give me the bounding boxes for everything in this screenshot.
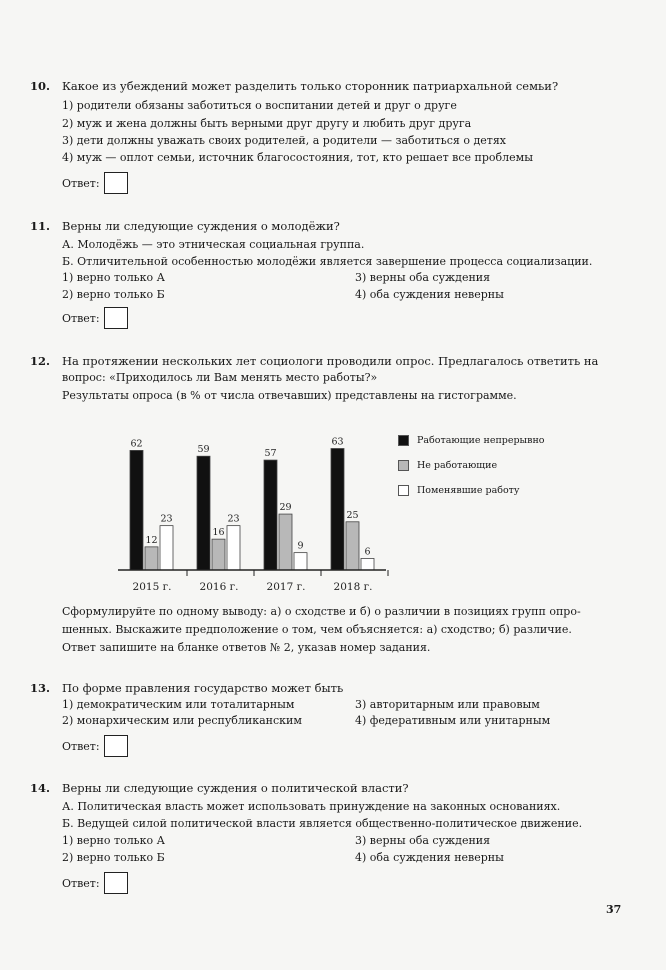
question-number: 10. bbox=[30, 79, 51, 93]
option: 3) авторитарным или правовым bbox=[355, 698, 540, 711]
option: 2) верно только Б bbox=[62, 288, 165, 301]
bar-value-label: 29 bbox=[279, 502, 292, 514]
question-number: 14. bbox=[30, 781, 51, 795]
legend-item-not-working bbox=[398, 460, 497, 471]
bar-continuous bbox=[197, 456, 210, 570]
histogram-chart bbox=[118, 415, 398, 600]
answer-label: Ответ: bbox=[62, 311, 100, 325]
answer-box[interactable] bbox=[104, 735, 128, 757]
task-text: Сформулируйте по одному выводу: а) о сходстве и б) о различии в позициях групп опро- bbox=[62, 605, 581, 618]
option: 1) демократическим или тоталитарным bbox=[62, 698, 295, 711]
answer-field bbox=[62, 735, 128, 757]
bar-not-working bbox=[279, 514, 292, 570]
answer-box[interactable] bbox=[104, 872, 128, 894]
legend-label: Не работающие bbox=[417, 460, 498, 471]
question-text: Какое из убеждений может разделить только сторонник патриархальной семьи? bbox=[62, 79, 559, 93]
question-text-cont: вопрос: «Приходилось ли Вам менять место работы?» bbox=[62, 371, 378, 384]
question-text: По форме правления государство может быть bbox=[62, 681, 344, 695]
bar-not-working bbox=[145, 547, 158, 570]
option: 4) муж — оплот семьи, источник благосостояния, тот, кто решает все проблемы bbox=[62, 151, 533, 164]
bar-value-label: 25 bbox=[346, 509, 359, 521]
bar-not-working bbox=[212, 539, 225, 570]
question-number: 11. bbox=[30, 219, 51, 233]
legend-item-changed bbox=[398, 485, 520, 496]
bar-continuous bbox=[331, 449, 344, 571]
bar-value-label: 16 bbox=[212, 527, 225, 539]
x-tick-label: 2017 г. bbox=[266, 581, 306, 593]
answer-field bbox=[62, 172, 128, 194]
bar-value-label: 57 bbox=[264, 448, 277, 460]
legend-swatch bbox=[398, 460, 409, 471]
bar-value-label: 62 bbox=[130, 438, 143, 450]
option: 4) федеративным или унитарным bbox=[355, 714, 551, 727]
answer-label: Ответ: bbox=[62, 176, 100, 190]
legend-swatch bbox=[398, 435, 409, 446]
option: 1) родители обязаны заботиться о воспитании детей и друг о друге bbox=[62, 99, 457, 112]
option: 1) верно только А bbox=[62, 834, 165, 847]
question-text: На протяжении нескольких лет социологи проводили опрос. Предлагалось ответить на bbox=[62, 354, 599, 368]
bar-continuous bbox=[130, 450, 143, 570]
option: 4) оба суждения неверны bbox=[355, 288, 504, 301]
x-tick-label: 2018 г. bbox=[333, 581, 373, 593]
option: 2) муж и жена должны быть верными друг другу и любить друг друга bbox=[62, 117, 472, 130]
task-text: Ответ запишите на бланке ответов № 2, указав номер задания. bbox=[62, 641, 431, 654]
task-text: шенных. Выскажите предположение о том, чем объясняется: а) сходство; б) различие. bbox=[62, 623, 572, 636]
answer-label: Ответ: bbox=[62, 876, 100, 890]
option: 2) верно только Б bbox=[62, 851, 165, 864]
option: 3) верны оба суждения bbox=[355, 271, 491, 284]
bar-changed bbox=[227, 526, 240, 570]
bar-changed bbox=[160, 526, 173, 570]
statement: А. Политическая власть может использовать принуждение на законных основаниях. bbox=[62, 800, 561, 813]
statement: Б. Ведущей силой политической власти является общественно-политическое движение. bbox=[62, 817, 583, 830]
bar-value-label: 6 bbox=[364, 546, 371, 558]
bar-value-label: 23 bbox=[227, 513, 240, 525]
statement: А. Молодёжь — это этническая социальная группа. bbox=[62, 238, 365, 251]
question-number: 12. bbox=[30, 354, 51, 368]
question-text: Верны ли следующие суждения о политической власти? bbox=[62, 781, 409, 795]
option: 2) монархическим или республиканским bbox=[62, 714, 302, 727]
bar-value-label: 23 bbox=[160, 513, 173, 525]
answer-box[interactable] bbox=[104, 172, 128, 194]
answer-label: Ответ: bbox=[62, 739, 100, 753]
bar-changed bbox=[361, 558, 374, 570]
legend-swatch bbox=[398, 485, 409, 496]
option: 4) оба суждения неверны bbox=[355, 851, 504, 864]
bar-changed bbox=[294, 553, 307, 570]
option: 3) верны оба суждения bbox=[355, 834, 491, 847]
results-text: Результаты опроса (в % от числа отвечавших) представлены на гистограмме. bbox=[62, 389, 517, 402]
x-ticks bbox=[133, 570, 388, 593]
bar-value-label: 63 bbox=[331, 436, 344, 448]
legend-label: Поменявшие работу bbox=[417, 485, 520, 496]
page-number: 37 bbox=[606, 903, 622, 916]
bar-not-working bbox=[346, 522, 359, 570]
bar-value-label: 59 bbox=[197, 444, 210, 456]
x-tick-label: 2016 г. bbox=[199, 581, 239, 593]
bar-value-label: 12 bbox=[145, 534, 158, 546]
answer-field bbox=[62, 307, 128, 329]
bar-value-label: 9 bbox=[297, 540, 304, 552]
answer-box[interactable] bbox=[104, 307, 128, 329]
statement: Б. Отличительной особенностью молодёжи является завершение процесса социализации. bbox=[62, 255, 593, 268]
question-text: Верны ли следующие суждения о молодёжи? bbox=[62, 219, 340, 233]
legend-item-continuous bbox=[398, 435, 545, 446]
option: 1) верно только А bbox=[62, 271, 165, 284]
bar-continuous bbox=[264, 460, 277, 570]
legend-label: Работающие непрерывно bbox=[417, 435, 545, 446]
question-number: 13. bbox=[30, 681, 51, 695]
bars-group bbox=[130, 437, 374, 571]
x-tick-label: 2015 г. bbox=[132, 581, 172, 593]
answer-field bbox=[62, 872, 128, 894]
option: 3) дети должны уважать своих родителей, а родители — заботиться о детях bbox=[62, 134, 506, 147]
